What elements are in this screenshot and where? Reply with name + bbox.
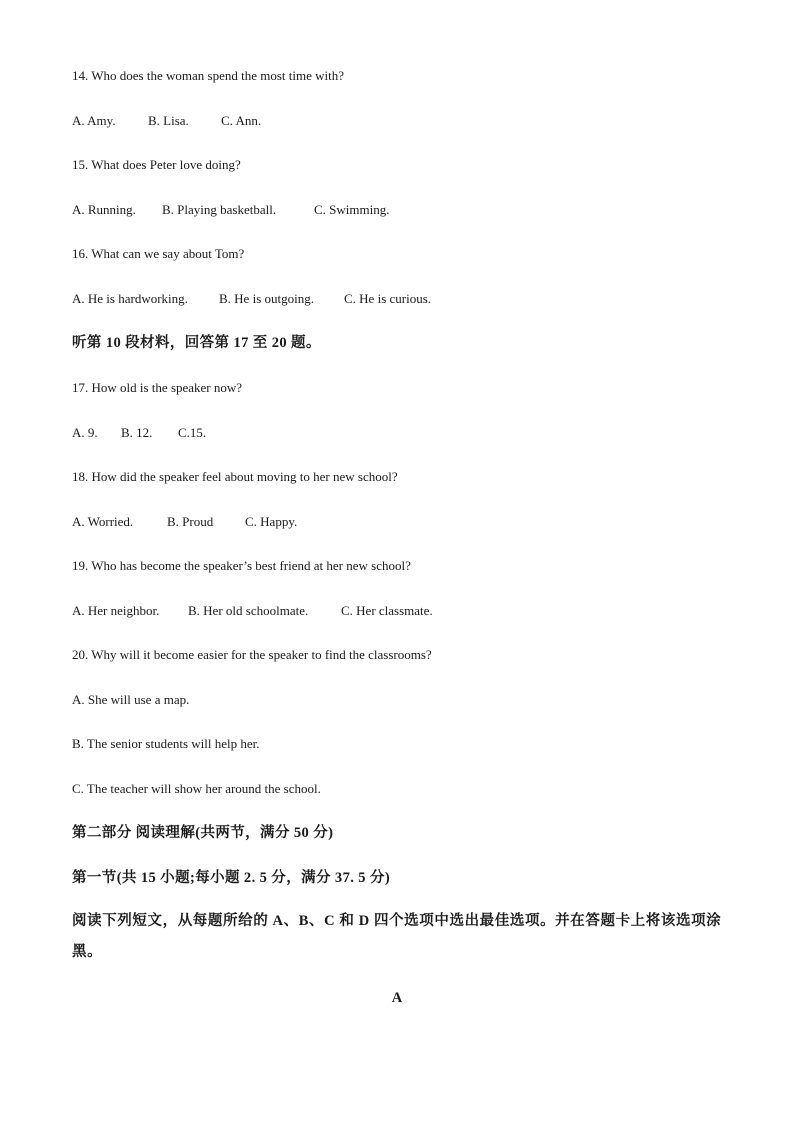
option-c: C. Her classmate. (341, 603, 433, 618)
question-18-stem: 18. How did the speaker feel about moving to her new school? (72, 469, 398, 484)
part-two-heading: 第二部分 阅读理解(共两节，满分 50 分) (72, 825, 334, 841)
option-c: C. Happy. (245, 514, 298, 529)
option-a: A. 9. (72, 425, 98, 440)
option-c: C. Swimming. (314, 202, 390, 217)
option-c: C. Ann. (221, 113, 262, 128)
option-b: B. 12. (121, 425, 153, 440)
option-b: B. Proud (167, 514, 214, 529)
section-heading-10: 听第 10 段材料，回答第 17 至 20 题。 (72, 335, 321, 351)
option-b: B. Lisa. (148, 113, 189, 128)
option-b: B. Playing basketball. (162, 202, 277, 217)
reading-instructions: 阅读下列短文，从每题所给的 A、B、C 和 D 四个选项中选出最佳选项。并在答题卡上将该选项涂黑。 (72, 913, 722, 960)
question-19-options (72, 602, 433, 620)
option-a: A. Her neighbor. (72, 603, 160, 618)
option-a: A. Worried. (72, 514, 134, 529)
question-14-stem: 14. Who does the woman spend the most time with? (72, 68, 344, 83)
question-16-stem: 16. What can we say about Tom? (72, 246, 245, 261)
option-b: B. Her old schoolmate. (188, 603, 309, 618)
question-20-option-c: C. The teacher will show her around the school. (72, 781, 321, 796)
question-14-options (72, 112, 261, 130)
passage-label: A (391, 990, 403, 1006)
question-15-options (72, 201, 390, 219)
option-c: C.15. (178, 425, 207, 440)
question-20-stem: 20. Why will it become easier for the speaker to find the classrooms? (72, 647, 432, 662)
option-b: B. He is outgoing. (219, 291, 314, 306)
option-a: A. He is hardworking. (72, 291, 188, 306)
option-a: A. Amy. (72, 113, 116, 128)
question-20-option-b: B. The senior students will help her. (72, 736, 260, 751)
question-20-option-a: A. She will use a map. (72, 692, 190, 707)
question-18-options (72, 513, 297, 531)
question-17-stem: 17. How old is the speaker now? (72, 380, 243, 395)
question-17-options (72, 424, 206, 442)
question-16-options (72, 290, 431, 308)
question-15-stem: 15. What does Peter love doing? (72, 157, 241, 172)
option-a: A. Running. (72, 202, 136, 217)
option-c: C. He is curious. (344, 291, 432, 306)
section-one-heading: 第一节(共 15 小题;每小题 2. 5 分，满分 37. 5 分) (72, 870, 391, 886)
question-19-stem: 19. Who has become the speaker’s best friend at her new school? (72, 558, 411, 573)
